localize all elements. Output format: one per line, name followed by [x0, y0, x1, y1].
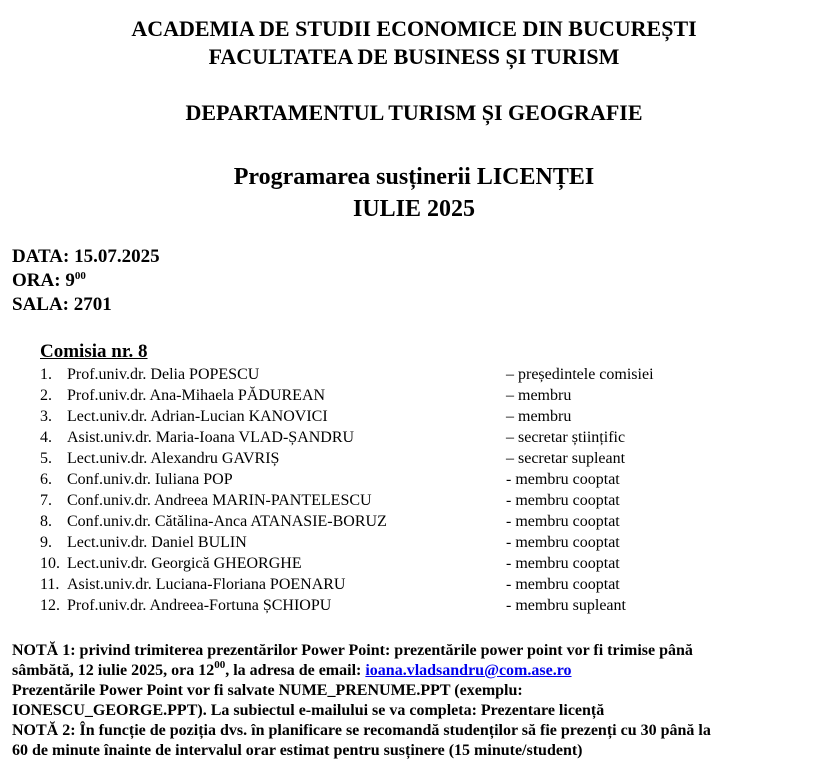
member-name: Lect.univ.dr. Alexandru GAVRIȘ [67, 450, 280, 467]
faculty-name: FACULTATEA DE BUSINESS ȘI TURISM [208, 44, 620, 69]
member-role: – secretar științific [506, 429, 626, 446]
member-name: Conf.univ.dr. Cătălina-Anca ATANASIE-BORUZ [67, 513, 387, 530]
room-label: SALA: [12, 294, 70, 315]
note-1-deadline-minutes: 00 [214, 659, 226, 671]
member-row [40, 406, 820, 427]
program-title: Programarea susținerii LICENȚEI [233, 164, 595, 190]
note-2-line-2: 60 de minute înainte de intervalul orar estimat pentru susținere (15 minute/student) [12, 742, 583, 759]
member-row [40, 364, 820, 385]
note-1-line-1: NOTĂ 1: privind trimiterea prezentărilor Power Point: prezentările power point vor fi trimise până [12, 642, 693, 659]
member-number: 3. [40, 408, 52, 425]
member-role: - membru supleant [506, 597, 626, 614]
member-number: 1. [40, 366, 52, 383]
commission-title: Comisia nr. 8 [40, 341, 148, 362]
member-row [40, 490, 820, 511]
date-label: DATA: [12, 246, 70, 267]
member-role: - membru cooptat [506, 534, 620, 551]
member-number: 7. [40, 492, 52, 509]
member-name: Conf.univ.dr. Iuliana POP [67, 471, 233, 488]
member-number: 11. [40, 576, 60, 593]
room-value: 2701 [73, 294, 112, 315]
session-title: IULIE 2025 [352, 196, 476, 222]
member-role: - membru cooptat [506, 513, 620, 530]
member-row [40, 532, 820, 553]
member-row [40, 595, 820, 616]
date-value: 15.07.2025 [74, 246, 160, 267]
time-hour: 9 [65, 270, 75, 291]
note-1-line-3: Prezentările Power Point vor fi salvate NUME_PRENUME.PPT (exemplu: [12, 682, 523, 699]
department-name: DEPARTAMENTUL TURISM ȘI GEOGRAFIE [185, 100, 643, 125]
member-number: 2. [40, 387, 52, 404]
member-role: – membru [506, 387, 572, 404]
member-number: 12. [40, 597, 60, 614]
email-link[interactable]: ioana.vladsandru@com.ase.ro [365, 662, 572, 679]
note-2-line-1: NOTĂ 2: În funcție de poziția dvs. în planificare se recomandă studenților să fie prezenți cu 30 până la [12, 722, 711, 739]
member-row [40, 511, 820, 532]
member-role: – secretar supleant [506, 450, 626, 467]
member-name: Prof.univ.dr. Delia POPESCU [67, 366, 260, 383]
member-name: Asist.univ.dr. Luciana-Floriana POENARU [67, 576, 346, 593]
member-number: 9. [40, 534, 52, 551]
member-number: 5. [40, 450, 52, 467]
member-number: 6. [40, 471, 52, 488]
commission-member-list [40, 364, 820, 616]
member-name: Prof.univ.dr. Andreea-Fortuna ȘCHIOPU [67, 597, 332, 614]
member-name: Conf.univ.dr. Andreea MARIN-PANTELESCU [67, 492, 372, 509]
exam-room [12, 293, 112, 317]
time-minutes: 00 [74, 270, 86, 282]
member-role: - membru cooptat [506, 555, 620, 572]
member-role: – membru [506, 408, 572, 425]
member-role: - membru cooptat [506, 471, 620, 488]
member-row [40, 574, 820, 595]
member-row [40, 385, 820, 406]
university-name: ACADEMIA DE STUDII ECONOMICE DIN BUCUREȘTI [131, 16, 697, 41]
note-1-line-2 [12, 661, 822, 681]
member-number: 10. [40, 555, 60, 572]
exam-time [12, 269, 86, 293]
member-name: Lect.univ.dr. Georgică GHEORGHE [67, 555, 302, 572]
member-number: 4. [40, 429, 52, 446]
member-number: 8. [40, 513, 52, 530]
member-name: Asist.univ.dr. Maria-Ioana VLAD-ȘANDRU [67, 429, 355, 446]
member-role: - membru cooptat [506, 492, 620, 509]
member-name: Prof.univ.dr. Ana-Mihaela PĂDUREAN [67, 387, 326, 404]
exam-date [12, 245, 160, 269]
member-row [40, 448, 820, 469]
member-role: – președintele comisiei [506, 366, 654, 383]
note-1-line-4: IONESCU_GEORGE.PPT). La subiectul e-mailului se va completa: Prezentare licență [12, 702, 605, 719]
member-name: Lect.univ.dr. Daniel BULIN [67, 534, 247, 551]
member-role: - membru cooptat [506, 576, 620, 593]
note-1-deadline: sâmbătă, 12 iulie 2025, ora 12 [12, 662, 215, 679]
time-label: ORA: [12, 270, 61, 291]
member-row [40, 469, 820, 490]
member-name: Lect.univ.dr. Adrian-Lucian KANOVICI [67, 408, 328, 425]
note-1-email-intro: , la adresa de email: [225, 662, 366, 679]
member-row [40, 553, 820, 574]
member-row [40, 427, 820, 448]
